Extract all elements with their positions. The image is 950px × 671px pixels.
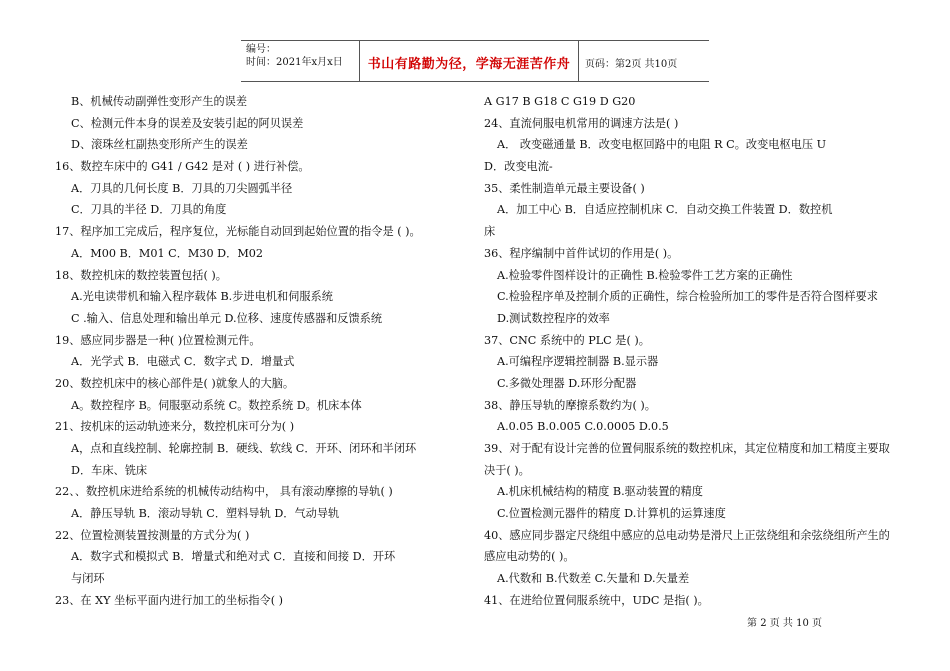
header-number: 编号： [246, 44, 276, 55]
text-line: 40、感应同步器定尺绕组中感应的总电动势是滑尺上正弦绕组和余弦绕组所产生的 [484, 528, 890, 542]
text-line: C、检测元件本身的误差及安装引起的阿贝误差 [71, 116, 304, 130]
text-line: 20、数控机床中的核心部件是( )就象人的大脑。 [55, 376, 295, 390]
text-line: A.光电读带机和输入程序载体 B.步进电机和伺服系统 [71, 290, 333, 304]
text-line: 23、在 XY 坐标平面内进行加工的坐标指令( ) [55, 593, 283, 607]
text-line: C.位置检测元器件的精度 D.计算机的运算速度 [497, 507, 726, 521]
left-column [55, 91, 475, 612]
header-page-number: 页码：第2页 共10页 [585, 59, 678, 70]
text-line: 17、程序加工完成后，程序复位，光标能自动回到起始位置的指令是 ( )。 [55, 225, 421, 239]
text-line: 22、、数控机床进给系统的机械传动结构中， 具有滚动摩擦的导轨( ) [55, 485, 393, 499]
text-line: C .输入、信息处理和输出单元 D.位移、速度传感器和反馈系统 [71, 311, 383, 325]
text-line: C．刀具的半径 D．刀具的角度 [71, 203, 227, 217]
text-line: A．刀具的几何长度 B．刀具的刀尖圆弧半径 [71, 181, 293, 195]
text-line: D．改变电流- [484, 160, 553, 174]
text-line: A．M00 B．M01 C．M30 D．M02 [71, 246, 264, 260]
page-footer: 第 2 页 共 10 页 [747, 618, 822, 629]
text-line: 与闭环 [71, 572, 105, 586]
text-line: 感应电动势的( )。 [484, 550, 575, 564]
text-line: 19、感应同步器是一种( )位置检测元件。 [55, 333, 261, 347]
text-line: A.可编程序逻辑控制器 B.显示器 [497, 355, 659, 369]
text-line: A.代数和 B.代数差 C.矢量和 D.矢量差 [497, 572, 690, 586]
text-line: A.0.05 B.0.005 C.0.0005 D.0.5 [497, 420, 669, 434]
text-line: A．静压导轨 B．滚动导轨 C．塑料导轨 D．气动导轨 [71, 507, 340, 521]
text-line: A.机床机械结构的精度 B.驱动装置的精度 [497, 485, 703, 499]
text-line: 41、在进给位置伺服系统中，UDC 是指( )。 [484, 593, 709, 607]
header-motto-cell [360, 41, 579, 81]
text-line: 18、数控机床的数控装置包括( )。 [55, 268, 227, 282]
text-line: 36、程序编制中首件试切的作用是( )。 [484, 246, 679, 260]
text-line: C.检验程序单及控制介质的正确性，综合检验所加工的零件是否符合图样要求 [497, 290, 878, 304]
header-motto: 书山有路勤为径，学海无涯苦作舟 [367, 57, 571, 72]
text-line: A，点和直线控制、轮廓控制 B．硬线、软线 C．开环、闭环和半闭环 [71, 442, 417, 455]
page-header [241, 40, 709, 82]
text-line: 床 [484, 225, 496, 239]
text-line: D．车床、铣床 [71, 463, 148, 477]
header-page-cell [579, 41, 709, 81]
text-line: 21、按机床的运动轨迹来分，数控机床可分为( ) [55, 420, 295, 434]
text-line: A．数字式和模拟式 B．增量式和绝对式 C．直接和间接 D．开环 [71, 550, 396, 564]
text-line: 39、对于配有设计完善的位置伺服系统的数控机床，其定位精度和加工精度主要取 [484, 442, 890, 455]
text-line: A.检验零件图样设计的正确性 B.检验零件工艺方案的正确性 [497, 268, 793, 282]
text-line: D.测试数控程序的效率 [497, 311, 610, 325]
text-line: A． 改变磁通量 B．改变电枢回路中的电阻 R C。改变电枢电压 U [497, 138, 826, 152]
text-line: 37、CNC 系统中的 PLC 是( )。 [484, 333, 650, 347]
text-line: A。数控程序 B。伺服驱动系统 C。数控系统 D。机床本体 [71, 398, 362, 412]
text-line: A．光学式 B．电磁式 C．数字式 D．增量式 [71, 355, 295, 369]
text-line: D、滚珠丝杠副热变形所产生的误差 [71, 138, 248, 152]
right-column [484, 91, 904, 612]
text-line: 22、位置检测装置按测量的方式分为( ) [55, 528, 250, 542]
header-info [241, 41, 360, 81]
header-time: 时间：2021年x月x日 [246, 57, 343, 68]
text-line: A．加工中心 B．自适应控制机床 C．自动交换工件装置 D．数控机 [497, 203, 833, 217]
text-line: 16、数控车床中的 G41 / G42 是对 ( ) 进行补偿。 [55, 160, 310, 174]
text-line: 35、柔性制造单元最主要设备( ) [484, 181, 645, 195]
text-line: 24、直流伺服电机常用的调速方法是( ) [484, 116, 679, 130]
text-line: A G17 B G18 C G19 D G20 [484, 95, 636, 108]
text-line: B、机械传动副弹性变形产生的误差 [71, 95, 248, 108]
text-line: 38、静压导轨的摩擦系数约为( )。 [484, 398, 656, 412]
text-line: C.多微处理器 D.环形分配器 [497, 376, 637, 390]
text-line: 决于( )。 [484, 463, 530, 477]
